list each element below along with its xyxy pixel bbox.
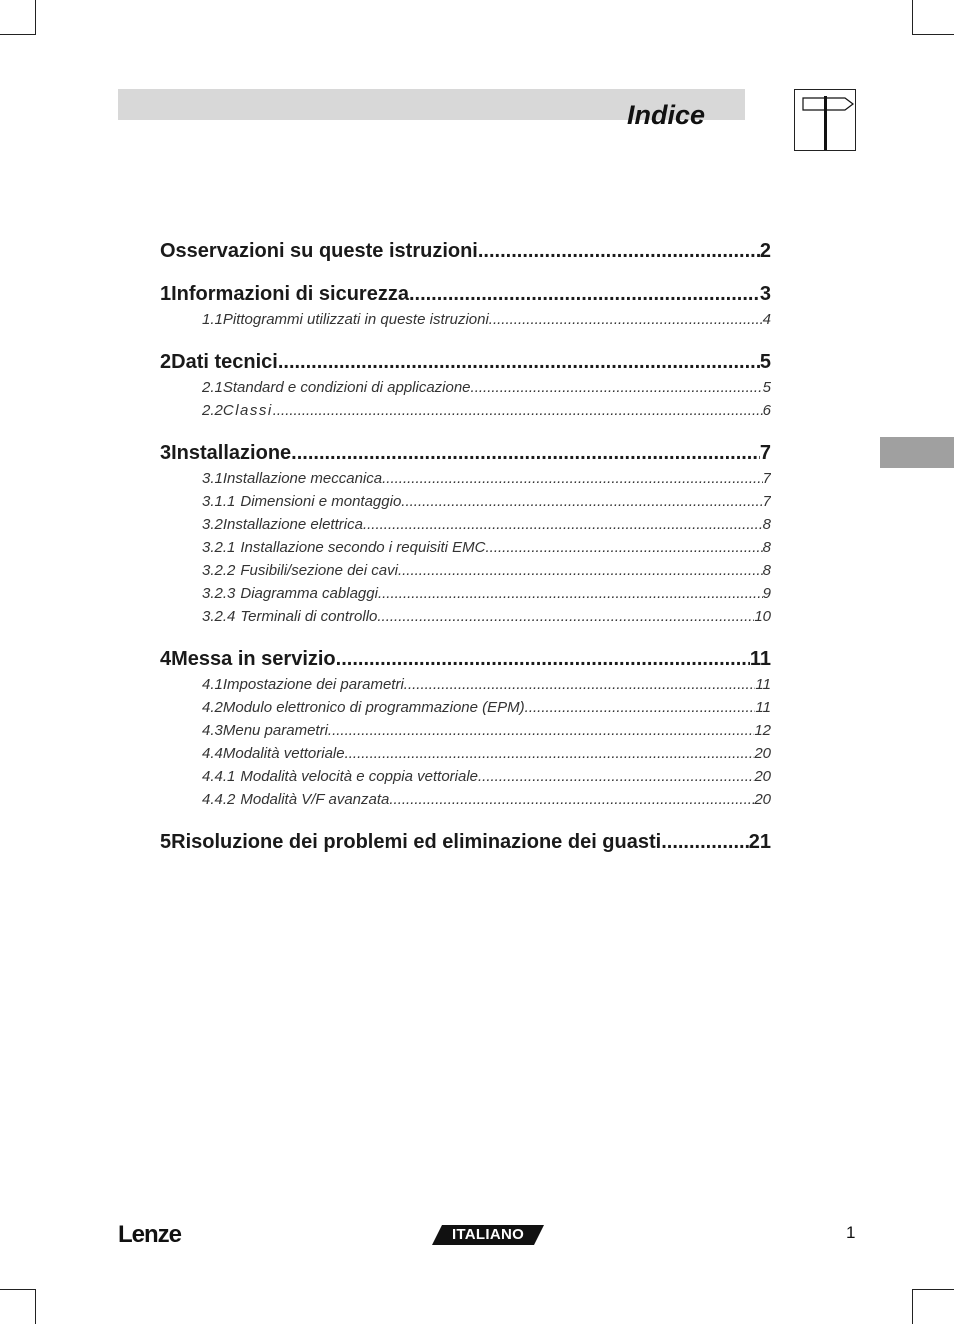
toc-entry-page: 20 xyxy=(754,791,771,808)
toc-entry-number: 3.1.1 xyxy=(202,493,236,510)
toc-entry-label: Impostazione dei parametri xyxy=(222,676,404,693)
toc-subentry[interactable] xyxy=(160,399,771,422)
toc-subentry[interactable] xyxy=(160,673,771,696)
crop-mark-br-h xyxy=(912,1289,954,1290)
page-number: 1 xyxy=(846,1223,856,1242)
toc-entry-page: 20 xyxy=(754,745,771,762)
toc-entry-page: 8 xyxy=(762,562,771,579)
toc-entry[interactable] xyxy=(160,240,771,263)
toc-entry-label: Modulo elettronico di programmazione (EPM) xyxy=(222,699,525,716)
toc-entry-label: Fusibili/sezione dei cavi xyxy=(240,562,398,579)
toc-entry-label: Messa in servizio xyxy=(171,648,336,670)
toc-entry-number: 3.2.4 xyxy=(202,608,236,625)
toc-entry-page: 20 xyxy=(754,768,771,785)
toc-subentry[interactable] xyxy=(160,559,771,582)
table-of-contents xyxy=(160,240,771,854)
toc-entry-number: 4 xyxy=(160,648,172,670)
toc-entry-number: 2.2 xyxy=(202,402,223,419)
crop-mark-tl-v xyxy=(35,0,36,35)
toc-entry-page: 7 xyxy=(759,442,771,464)
toc-subentry[interactable] xyxy=(160,376,771,399)
toc-entry[interactable] xyxy=(160,442,771,465)
toc-subentry[interactable] xyxy=(160,742,771,765)
toc-subentry[interactable] xyxy=(160,536,771,559)
toc-entry-page: 11 xyxy=(749,648,771,670)
crop-mark-br-v xyxy=(912,1289,913,1324)
toc-entry-number: 3.2.1 xyxy=(202,539,236,556)
crop-mark-tl-h xyxy=(0,34,35,35)
toc-entry-page: 21 xyxy=(748,831,771,853)
toc-entry-number: 4.2 xyxy=(202,699,223,716)
toc-entry[interactable] xyxy=(160,648,771,671)
toc-entry-label: Dati tecnici xyxy=(171,351,278,373)
toc-entry-number: 4.4.2 xyxy=(202,791,236,808)
lenze-logo: Lenze xyxy=(118,1221,182,1248)
toc-entry-number: 3.2.2 xyxy=(202,562,236,579)
toc-entry-label: Menu parametri xyxy=(222,722,328,739)
toc-entry-number: 1 xyxy=(160,283,172,305)
toc-entry-number: 5 xyxy=(160,831,172,853)
toc-entry-page: 9 xyxy=(762,585,771,602)
language-label: ITALIANO xyxy=(451,1226,525,1243)
toc-entry-label: Installazione xyxy=(171,442,292,464)
toc-entry-number: 3.2 xyxy=(202,516,223,533)
toc-subentry[interactable] xyxy=(160,582,771,605)
toc-entry-number: 4.4.1 xyxy=(202,768,236,785)
toc-entry-number: 1.1 xyxy=(202,311,223,328)
language-badge xyxy=(432,1225,544,1245)
toc-entry-page: 2 xyxy=(759,240,771,262)
toc-entry-label: Risoluzione dei problemi ed eliminazione dei guasti xyxy=(171,831,662,853)
toc-entry-label: Modalità vettoriale xyxy=(222,745,345,762)
toc-entry-page: 7 xyxy=(762,470,771,487)
toc-entry-page: 6 xyxy=(762,402,771,419)
toc-entry-number: 4.3 xyxy=(202,722,223,739)
toc-entry-label: Installazione secondo i requisiti EMC xyxy=(240,539,486,556)
toc-subentry[interactable] xyxy=(160,765,771,788)
toc-subentry[interactable] xyxy=(160,513,771,536)
toc-entry-page: 5 xyxy=(762,379,771,396)
toc-entry-label: Diagramma cablaggi xyxy=(240,585,378,602)
toc-subentry[interactable] xyxy=(160,467,771,490)
toc-entry-page: 10 xyxy=(754,608,771,625)
toc-entry-page: 8 xyxy=(762,516,771,533)
toc-entry[interactable] xyxy=(160,351,771,374)
toc-entry-label: Informazioni di sicurezza xyxy=(171,283,409,305)
toc-entry-label: Installazione elettrica xyxy=(222,516,363,533)
toc-entry-page: 5 xyxy=(759,351,771,373)
toc-entry-page: 11 xyxy=(755,699,771,716)
toc-entry-number: 2 xyxy=(160,351,172,373)
toc-subentry[interactable] xyxy=(160,788,771,811)
toc-entry-page: 12 xyxy=(754,722,771,739)
toc-entry-page: 4 xyxy=(762,311,771,328)
crop-mark-bl-v xyxy=(35,1289,36,1324)
crop-mark-tr-v xyxy=(912,0,913,35)
toc-subentry[interactable] xyxy=(160,490,771,513)
toc-entry-number: 2.1 xyxy=(202,379,223,396)
crop-mark-bl-h xyxy=(0,1289,35,1290)
toc-entry-label: Dimensioni e montaggio xyxy=(240,493,402,510)
toc-entry-label: Modalità velocità e coppia vettoriale xyxy=(240,768,479,785)
toc-entry[interactable] xyxy=(160,831,771,854)
crop-mark-tr-h xyxy=(912,34,954,35)
toc-subentry[interactable] xyxy=(160,696,771,719)
toc-subentry[interactable] xyxy=(160,719,771,742)
toc-entry[interactable] xyxy=(160,283,771,306)
toc-entry-label: Installazione meccanica xyxy=(222,470,383,487)
toc-entry-number: 4.4 xyxy=(202,745,223,762)
signpost-icon xyxy=(794,89,856,151)
page-title: Indice xyxy=(626,100,705,130)
toc-entry-number: 4.1 xyxy=(202,676,223,693)
toc-entry-label: Terminali di controllo xyxy=(240,608,378,625)
toc-entry-page: 8 xyxy=(762,539,771,556)
toc-entry-label: Standard e condizioni di applicazione xyxy=(222,379,471,396)
toc-entry-page: 3 xyxy=(759,283,771,305)
toc-entry-number: 3.1 xyxy=(202,470,223,487)
toc-entry-page: 7 xyxy=(762,493,771,510)
toc-entry-label: Classi xyxy=(222,402,273,419)
toc-entry-page: 11 xyxy=(755,676,771,693)
toc-entry-label: Osservazioni su queste istruzioni xyxy=(160,240,478,262)
toc-entry-label: Modalità V/F avanzata xyxy=(240,791,390,808)
toc-entry-number: 3 xyxy=(160,442,172,464)
section-thumb-tab xyxy=(880,437,954,468)
toc-entry-number: 3.2.3 xyxy=(202,585,236,602)
toc-subentry[interactable] xyxy=(160,605,771,628)
toc-entry-label: Pittogrammi utilizzati in queste istruzioni xyxy=(222,311,489,328)
toc-subentry[interactable] xyxy=(160,308,771,331)
